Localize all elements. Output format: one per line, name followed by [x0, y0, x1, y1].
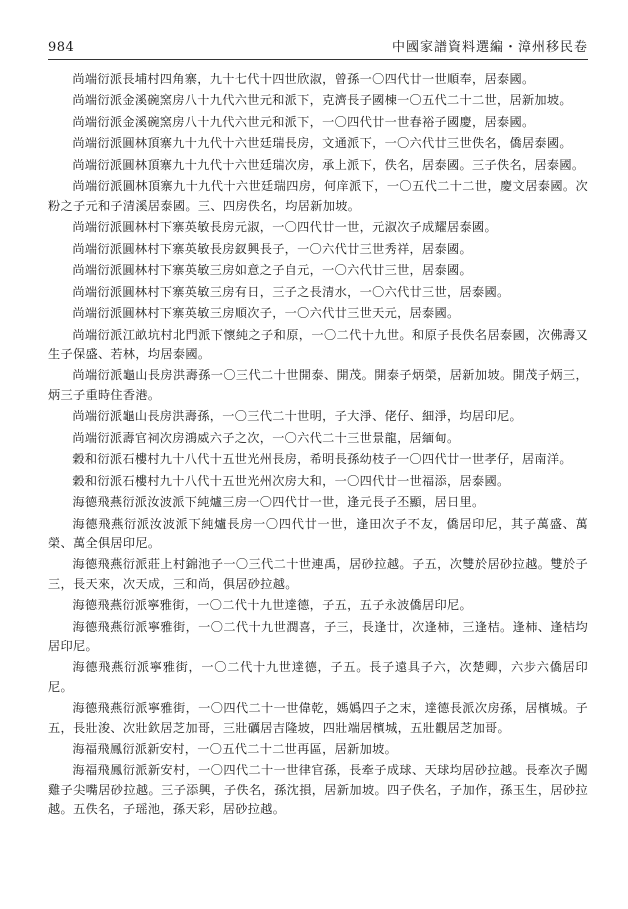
paragraph: 尚端衍派圓林村下寨英敏長房元淑，一〇四代廿一世，元淑次子成耀居泰國。 — [72, 220, 497, 235]
body-text — [48, 70, 588, 822]
paragraph: 海德飛燕衍派莊上村錦池子一〇三代二十世連禹，居砂拉越。子五，次雙於居砂拉越。雙於子三，長天來，次天成，三和尚，俱居砂拉越。 — [48, 557, 588, 591]
paragraph: 尚端衍派圓林村下寨英敏三房如意之子自元，一〇六代廿三世，居泰國。 — [72, 263, 472, 278]
paragraph: 尚端衍派龜山長房洪壽孫，一〇三代二十世明，子大淨、佬仔、細淨，均居印尼。 — [72, 409, 522, 424]
paragraph: 尚端衍派江畝坑村北門派下懷純之子和原，一〇二代十九世。和原子長佚名居泰國，次佛壽又生子保盛、若林，均居泰國。 — [48, 327, 588, 361]
paragraph: 海福飛鳳衍派新安村，一〇四代二十一世律官孫，長牽子成球、天球均居砂拉越。長牽次子闖雞子尖嘴居砂拉越。三子添興，子佚名，孫沈損，居新加坡。四子佚名，子加作，孫玉生，居砂拉越。五佚名，子瑶池，孫天彩，居砂拉越。 — [48, 763, 588, 817]
paragraph: 尚端衍派圓林村下寨英敏長房釵興長子，一〇六代廿三世秀祥，居泰國。 — [72, 241, 472, 256]
paragraph: 尚端衍派龜山長房洪壽孫一〇三代二十世開泰、開茂。開泰子炳榮，居新加坡。開茂子炳三，炳三子重時住香港。 — [48, 368, 588, 402]
paragraph: 海德飛燕衍派寧雅街，一〇四代二十一世偉乾，媽嬀四子之末，達德長派次房孫，居檳城。子五，長壯浚、次壯欽居芝加哥，三壯礪居吉隆坡，四壯端居檳城，五壯觀居芝加哥。 — [48, 701, 588, 735]
paragraph: 尚端衍派金溪碗窯房八十九代六世元和派下，一〇四代廿一世春裕子國慶，居泰國。 — [72, 114, 535, 129]
paragraph: 尚端衍派圓林頂寨九十九代十六世廷瑞次房，承上派下，佚名，居泰國。三子佚名，居泰國。 — [72, 157, 585, 172]
paragraph: 穀和衍派石樓村九十八代十五世光州次房大和，一〇四代廿一世福添，居泰國。 — [72, 473, 510, 488]
paragraph: 尚端衍派圓林頂寨九十九代十六世廷瑞長房，文通派下，一〇六代廿三世佚名，僑居泰國。 — [72, 136, 572, 151]
paragraph: 海福飛鳳衍派新安村，一〇五代二十二世再區，居新加坡。 — [72, 742, 398, 756]
paragraph: 海德飛燕衍派寧雅街，一〇二代十九世達德，子五。長子遠具子六，次楚卿，六步六僑居印尼。 — [48, 660, 588, 694]
paragraph: 穀和衍派石樓村九十八代十五世光州長房，希明長孫幼枝子一〇四代廿一世孝仔，居南洋。 — [72, 452, 572, 467]
paragraph: 尚端衍派金溪碗窯房八十九代六世元和派下，克濟長子國棟一〇五代二十二世，居新加坡。 — [72, 93, 572, 108]
paragraph: 尚端衍派壽官祠次房鴻威六子之次，一〇六代二十三世景龍，居緬甸。 — [72, 430, 460, 445]
paragraph: 尚端衍派圓林村下寨英敏三房順次子，一〇六代廿三世天元，居泰國。 — [72, 306, 460, 321]
paragraph: 尚端衍派圓林頂寨九十九代十六世廷瑞四房，何庠派下，一〇五代二十二世，慶文居泰國。次粉之子元和子清溪居泰國。三、四房佚名，均居新加坡。 — [48, 179, 588, 213]
paragraph: 海德飛燕衍派汝波派下純爐三房一〇四代廿一世，逢元長子丕顯，居日里。 — [72, 495, 485, 510]
paragraph: 尚端衍派長埔村四角寨，九十七代十四世欣淑，曾孫一〇四代廿一世順奉，居泰國。 — [72, 72, 535, 86]
running-title: 中國家譜資料選編・漳州移民卷 — [391, 40, 588, 55]
page-header — [48, 30, 588, 60]
paragraph: 海德飛燕衍派汝波派下純爐長房一〇四代廿一世，逢田次子不友，僑居印尼，其子萬盛、萬榮、萬全俱居印尼。 — [48, 516, 588, 550]
paragraph: 海德飛燕衍派寧雅街，一〇二代十九世達德，子五，五子永波僑居印尼。 — [72, 598, 472, 613]
page-number: 984 — [48, 40, 75, 55]
paragraph: 尚端衍派圓林村下寨英敏三房有日，三子之長清水，一〇六代廿三世，居泰國。 — [72, 284, 510, 299]
paragraph: 海德飛燕衍派寧雅街，一〇二代十九世潤喜，子三，長逢廿，次逢柿，三逢桔。逢柿、逢桔均居印尼。 — [48, 619, 588, 653]
